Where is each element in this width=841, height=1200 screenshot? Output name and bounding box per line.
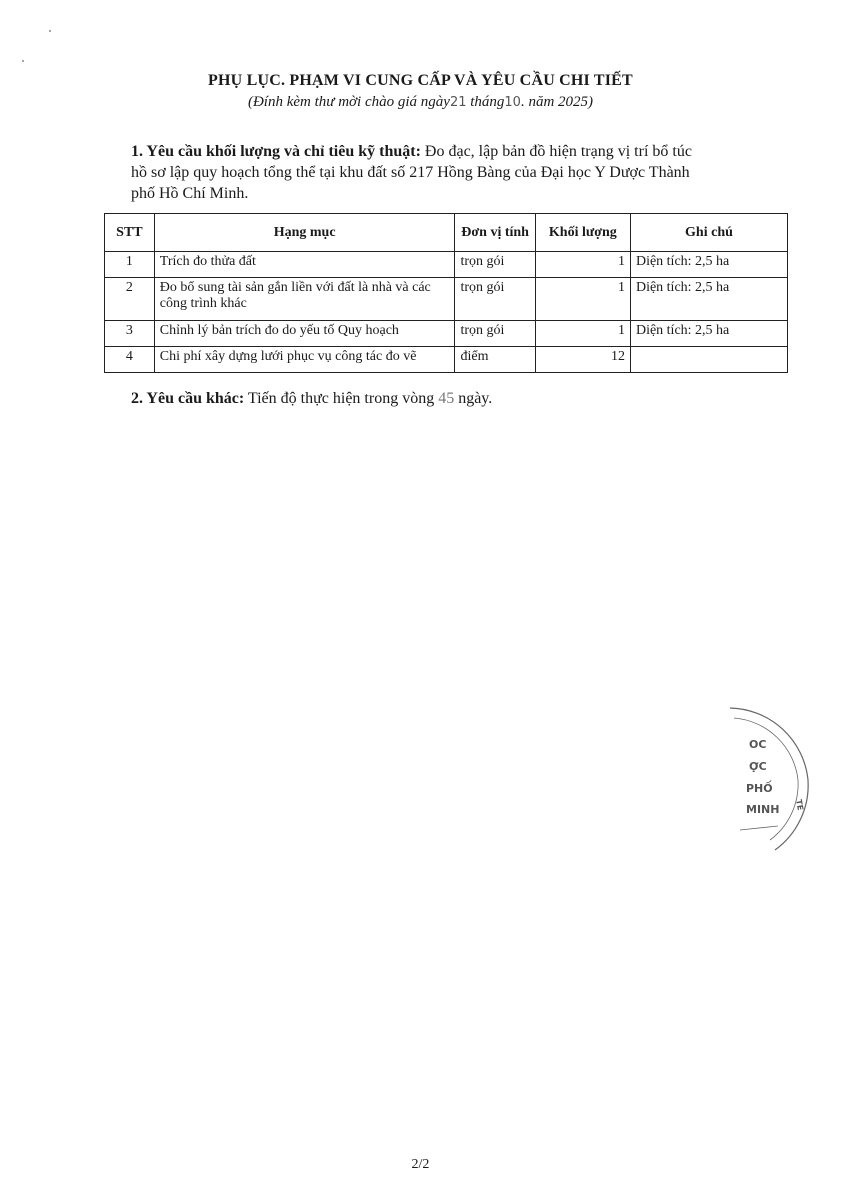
official-seal-stamp xyxy=(700,700,820,860)
table-row xyxy=(105,252,788,278)
page-subtitle xyxy=(0,94,841,111)
seal-side-text: TE xyxy=(794,798,805,812)
cell-item: Chỉnh lý bản trích đo do yếu tố Quy hoạch xyxy=(154,321,455,347)
col-header-quantity: Khối lượng xyxy=(535,214,630,252)
section-2-text-before: Tiến độ thực hiện trong vòng xyxy=(244,390,439,407)
cell-unit: điểm xyxy=(455,347,535,373)
seal-text-line: MINH xyxy=(746,803,780,816)
requirements-table xyxy=(104,213,788,373)
col-header-unit: Đơn vị tính xyxy=(455,214,535,252)
section-2-text-after: ngày. xyxy=(454,390,493,407)
section-2-days: 45 xyxy=(438,390,455,407)
col-header-note: Ghi chú xyxy=(630,214,787,252)
cell-item: Đo bổ sung tài sản gắn liền với đất là nhà và các công trình khác xyxy=(154,278,455,321)
cell-quantity: 1 xyxy=(535,278,630,321)
cell-stt: 1 xyxy=(105,252,155,278)
cell-item: Trích đo thửa đất xyxy=(154,252,455,278)
seal-outer-ring xyxy=(775,780,808,850)
cell-unit: trọn gói xyxy=(455,278,535,321)
cell-note: Diện tích: 2,5 ha xyxy=(630,252,787,278)
cell-unit: trọn gói xyxy=(455,321,535,347)
subtitle-prefix: (Đính kèm thư mời chào giá ngày xyxy=(247,94,450,110)
seal-mark xyxy=(740,826,778,830)
page-number: 2/2 xyxy=(411,1157,430,1172)
cell-quantity: 1 xyxy=(535,321,630,347)
cell-note: Diện tích: 2,5 ha xyxy=(630,278,787,321)
scan-speck xyxy=(49,30,51,32)
section-1-text: Đo đạc, lập bản đồ hiện trạng vị trí bổ túc hồ sơ lập quy hoạch tổng thể tại khu đất số 217 Hồng Bàng của Đại học Y Dược Thành phố Hồ Chí Minh. xyxy=(131,143,692,202)
seal-text-line: ỢC xyxy=(749,760,767,773)
section-2-paragraph xyxy=(131,388,701,409)
section-1-paragraph xyxy=(131,141,701,204)
subtitle-suffix: . năm 2025) xyxy=(520,94,594,110)
col-header-stt: STT xyxy=(105,214,155,252)
table-row xyxy=(105,347,788,373)
cell-stt: 4 xyxy=(105,347,155,373)
cell-quantity: 1 xyxy=(535,252,630,278)
handwritten-day: 21 xyxy=(449,95,467,110)
seal-text-line: PHỐ xyxy=(746,782,773,795)
cell-note xyxy=(630,347,787,373)
cell-stt: 3 xyxy=(105,321,155,347)
table-header-row xyxy=(105,214,788,252)
seal-text-line: OC xyxy=(749,738,767,751)
table-row xyxy=(105,321,788,347)
section-1-heading: 1. Yêu cầu khối lượng và chỉ tiêu kỹ thuật: xyxy=(131,143,421,160)
cell-stt: 2 xyxy=(105,278,155,321)
col-header-item: Hạng mục xyxy=(154,214,455,252)
cell-unit: trọn gói xyxy=(455,252,535,278)
subtitle-month-word: tháng xyxy=(470,94,505,110)
cell-item: Chi phí xây dựng lưới phục vụ công tác đo vẽ xyxy=(154,347,455,373)
page-title: PHỤ LỤC. PHẠM VI CUNG CẤP VÀ YÊU CẦU CHI TIẾT xyxy=(208,72,633,89)
handwritten-month: 10 xyxy=(504,95,521,110)
cell-note: Diện tích: 2,5 ha xyxy=(630,321,787,347)
cell-quantity: 12 xyxy=(535,347,630,373)
scan-speck xyxy=(22,60,24,62)
table-row xyxy=(105,278,788,321)
section-2-heading: 2. Yêu cầu khác: xyxy=(131,390,245,407)
